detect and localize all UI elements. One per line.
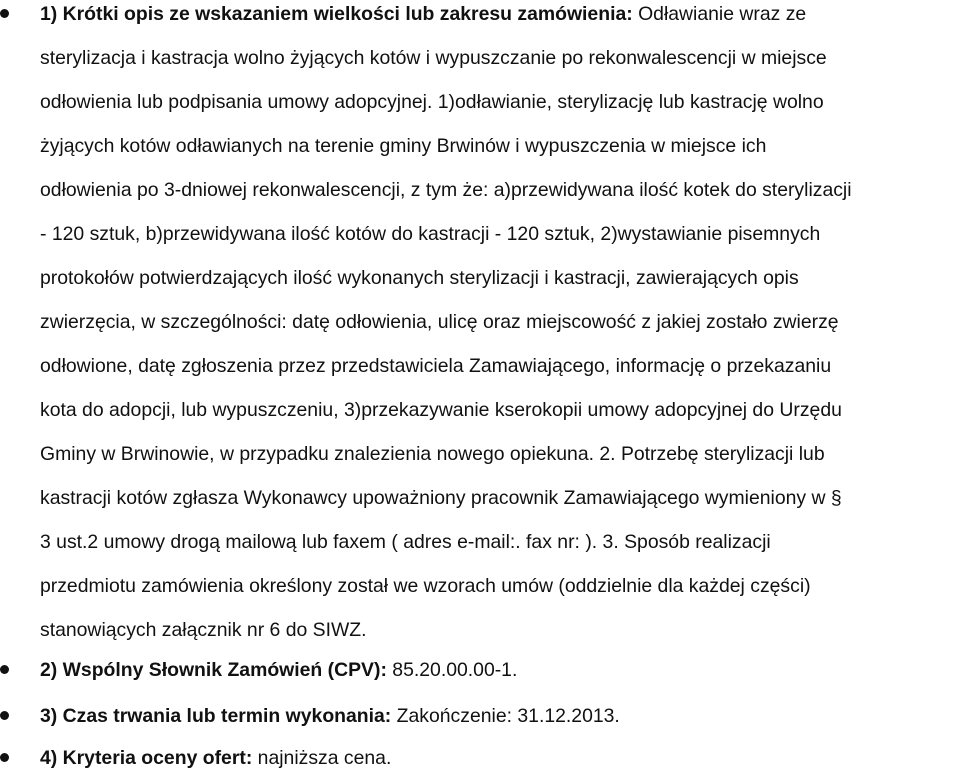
text-line: kastracji kotów zgłasza Wykonawcy upoważniony pracownik Zamawiającego wymieniony w § [40,487,842,509]
text-line: odłowione, datę zgłoszenia przez przedstawiciela Zamawiającego, informację o przekazaniu [40,355,832,377]
bullet-icon [0,665,9,674]
text-line: sterylizacja i kastracja wolno żyjących kotów i wypuszczanie po rekonwalescencji w miejsce [40,47,827,69]
text-line: zwierzęcia, w szczególności: datę odłowienia, ulicę oraz miejscowość z jakiej zostało zwierzę [40,311,839,333]
text-line [40,746,391,770]
item-text: Odławianie wraz ze [632,3,807,25]
text-line: odłowienia lub podpisania umowy adopcyjnej. 1)odławianie, sterylizację lub kastrację wolno [40,91,824,113]
item-text: 85.20.00.00-1. [386,659,518,681]
text-line [40,704,620,728]
item-heading: 4) Kryteria oceny ofert: [40,747,253,769]
bullet-icon [0,753,9,762]
text-line: stanowiących załącznik nr 6 do SIWZ. [40,619,367,641]
item-text: Zakończenie: 31.12.2013. [391,705,620,727]
text-line: żyjących kotów odławianych na terenie gminy Brwinów i wypuszczenia w miejsce ich [40,135,767,157]
bullet-icon [0,9,9,18]
text-line: Gminy w Brwinowie, w przypadku znalezienia nowego opiekuna. 2. Potrzebę sterylizacji lub [40,443,825,465]
item-heading: 3) Czas trwania lub termin wykonania: [40,705,392,727]
text-line: protokołów potwierdzających ilość wykonanych sterylizacji i kastracji, zawierających opis [40,267,799,289]
text-line: - 120 sztuk, b)przewidywana ilość kotów do kastracji - 120 sztuk, 2)wystawianie pisemnych [40,223,821,245]
item-heading: 2) Wspólny Słownik Zamówień (CPV): [40,659,387,681]
text-line: 3 ust.2 umowy drogą mailową lub faxem ( adres e-mail:. fax nr: ). 3. Sposób realizacji [40,531,771,553]
item-heading: 1) Krótki opis ze wskazaniem wielkości lub zakresu zamówienia: [40,3,633,25]
text-line [40,658,517,682]
text-line [40,2,806,26]
text-line: kota do adopcji, lub wypuszczeniu, 3)przekazywanie kserokopii umowy adopcyjnej do Urzędu [40,399,842,421]
text-line: przedmiotu zamówienia określony został we wzorach umów (oddzielnie dla każdej części) [40,575,811,597]
bullet-icon [0,711,9,720]
text-line: odłowienia po 3-dniowej rekonwalescencji, z tym że: a)przewidywana ilość kotek do sterylizacji [40,179,852,201]
item-text: najniższa cena. [252,747,392,769]
